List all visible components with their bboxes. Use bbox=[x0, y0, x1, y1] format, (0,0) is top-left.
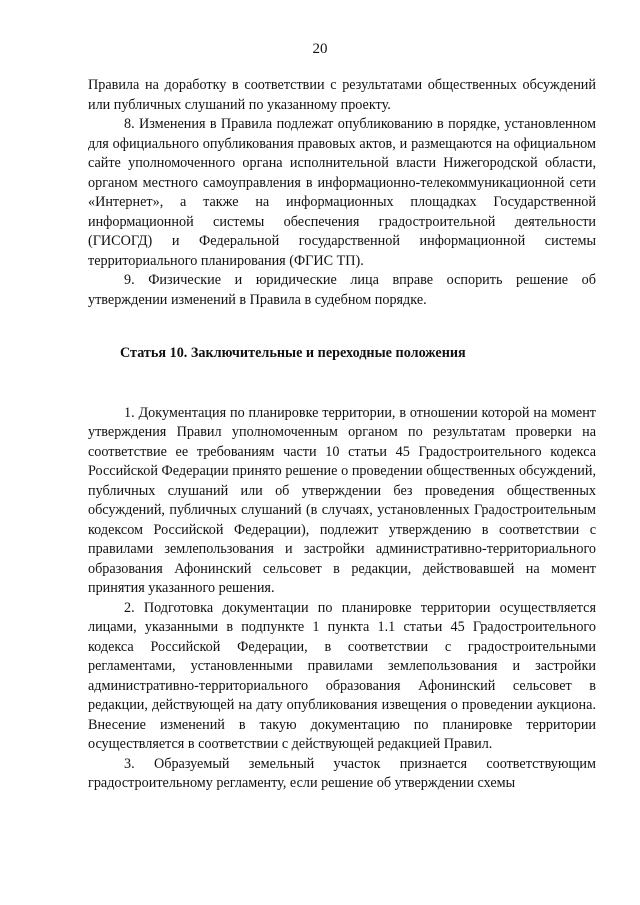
paragraph-item-8: 8. Изменения в Правила подлежат опубликованию в порядке, установленном для официального опубликования правовых актов, и размещаются на официальном сайте уполномоченного органа исполнительной власти Нижегородской области, органом местного самоуправления в информационно-телекоммуникационной сети «Интернет», а также на информационных площадках Государственной информационной системы обеспечения градостроительной деятельности (ГИСОГД) и Федеральной государственной информационной системы территориального планирования (ФГИС ТП). bbox=[88, 116, 596, 269]
paragraph-item-1: 1. Документация по планировке территории, в отношении которой на момент утверждения Правил уполномоченным органом по результатам проверки на соответствие ее требованиям части 10 статьи 45 Градостроительного кодекса Российской Федерации принято решение о проведении общественных обсуждений, публичных слушаний или об утверждении без проведения общественных обсуждений, публичных слушаний (в случаях, установленных Градостроительным кодексом Российской Федерации), подлежит утверждению в соответствии с правилами землепользования и застройки административно-территориального образования Афонинский сельсовет в редакции, действовавшей на момент принятия указанного решения. bbox=[88, 404, 596, 596]
document-body bbox=[88, 76, 596, 794]
paragraph-continuation: Правила на доработку в соответствии с результатами общественных обсуждений или публичных слушаний по указанному проекту. bbox=[88, 77, 596, 113]
article-heading: Статья 10. Заключительные и переходные положения bbox=[120, 345, 466, 361]
paragraph-item-9: 9. Физические и юридические лица вправе оспорить решение об утверждении изменений в Правила в судебном порядке. bbox=[88, 272, 596, 308]
paragraph-item-3: 3. Образуемый земельный участок признается соответствующим градостроительному регламенту, если решение об утверждении схемы bbox=[88, 755, 596, 791]
paragraph-item-2: 2. Подготовка документации по планировке территории осуществляется лицами, указанными в подпункте 1 пункта 1.1 статьи 45 Градостроительного кодекса Российской Федерации, в соответствии с градостроительными регламентами, установленными правилами землепользования и застройки административно-территориального образования Афонинский сельсовет в редакции, действующей на дату опубликования извещения о проведении аукциона. Внесение изменений в такую документацию по планировке территории осуществляется в соответствии с действующей редакцией Правил. bbox=[88, 599, 596, 752]
page-number: 20 bbox=[312, 41, 328, 57]
